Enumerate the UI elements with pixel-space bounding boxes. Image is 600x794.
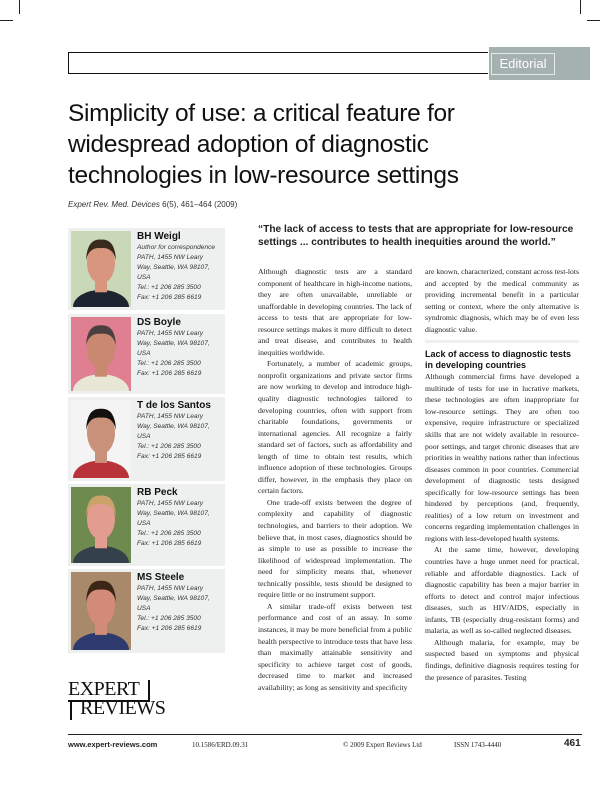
author-photo [71,317,131,391]
author-address: USA [137,605,151,612]
author-address: USA [137,433,151,440]
author-info [137,400,225,462]
paragraph: One trade-off exists between the degree of complexity and capability of diagnostic technologies, and barriers to their adoption. We believe that, in most cases, diagnostics should be as simple to use as possible to increase the likelihood of widespread implementation. The need for simplicity means that, whenever technically possible, tests should be designed to require little or no instrument support. [258,497,412,600]
crop-mark [587,20,600,21]
author-photo [71,572,131,650]
author-name: T de los Santos [137,400,211,411]
logo-line1: EXPERT [68,678,140,700]
body-column-1 [258,266,412,693]
paragraph: Fortunately, a number of academic groups, nonprofit organizations and private sector firms are now working to develop and introduce high-quality diagnostic technologies tailored to developing countries, often with support from charitable foundations, governments or international agencies. All recognize a fairly standard set of factors, such as affordability and length of time to obtain test results, which influence adoption of these technologies. Groups differ, however, in the emphasis they place on certain factors. [258,359,412,496]
author-tel: Tel.: +1 206 285 3500 [137,615,201,622]
author-tel: Tel.: +1 206 285 3500 [137,360,201,367]
author-info [137,317,225,379]
author-photo [71,400,131,478]
author-address: USA [137,520,151,527]
section-tag: Editorial [491,53,555,75]
footer-website[interactable]: www.expert-reviews.com [68,740,158,749]
citation [68,200,237,209]
author-address: Way, Seattle, WA 98107, [137,510,210,517]
footer-doi: 10.1586/ERD.09.31 [192,741,249,749]
citation-journal: Expert Rev. Med. Devices [68,200,160,209]
author-address: Way, Seattle, WA 98107, [137,340,210,347]
author-tel: Tel.: +1 206 285 3500 [137,443,201,450]
author-address: Way, Seattle, WA 98107, [137,264,210,271]
article-title: Simplicity of use: a critical feature for widespread adoption of diagnostic technologies in low-resource settings [68,100,459,189]
footer-copyright: © 2009 Expert Reviews Ltd [343,741,422,749]
author-name: DS Boyle [137,317,181,328]
author-address: PATH, 1455 NW Leary [137,413,204,420]
crop-mark [580,0,581,14]
author-address: PATH, 1455 NW Leary [137,585,204,592]
footer-rule [68,734,582,735]
body-column-2 [425,266,579,683]
author-address: PATH, 1455 NW Leary [137,500,204,507]
author-address: USA [137,350,151,357]
author-info [137,572,225,634]
author-card [68,228,225,310]
author-card [68,397,225,481]
author-card [68,314,225,394]
pull-quote: “The lack of access to tests that are appropriate for low-resource settings ... contributes to health inequities around the world.” [258,224,574,248]
author-tel: Tel.: +1 206 285 3500 [137,530,201,537]
author-photo [71,487,131,563]
author-fax: Fax: +1 206 285 6619 [137,625,202,632]
author-name: BH Weigl [137,231,181,242]
author-tel: Tel.: +1 206 285 3500 [137,284,201,291]
paragraph: are known, characterized, constant across test-lots and accepted by the medical community as providing incremental benefit in a particular setting or context, where the only alternative is syndromic diagnosis, which may be of even less diagnostic value. [425,267,579,334]
citation-details: 6(5), 461–464 (2009) [159,200,238,209]
crop-mark [19,0,20,14]
author-card [68,569,225,653]
author-info [137,231,225,303]
author-role: Author for correspondence [137,244,216,251]
author-address: USA [137,274,151,281]
author-fax: Fax: +1 206 285 6619 [137,540,202,547]
crop-mark [0,20,13,21]
author-name: RB Peck [137,487,178,498]
author-name: MS Steele [137,572,185,583]
paragraph: Although malaria, for example, may be suspected based on symptoms and physical findings, definitive diagnosis requires testing for the presence of parasites. Testing [425,637,579,682]
paragraph: At the same time, however, developing countries have a huge unmet need for practical, reliable and affordable diagnostics. Lack of diagnostic capability has been a major barrier in efforts to detect and control major infectious diseases, such as HIV/AIDS, especially in infants, TB (especially drug-resistant forms) and malaria, as well as so-called neglected diseases. [425,545,579,636]
header-rule-box [68,52,488,74]
author-address: Way, Seattle, WA 98107, [137,423,210,430]
paragraph: Although diagnostic tests are a standard component of healthcare in high-income nations, they are often unavailable, unreliable or unaffordable in developing countries. The lack of access to tests that are appropriate for low-resource settings makes it more difficult to detect and treat disease, and contributes to health inequities worldwide. [258,267,412,357]
section-heading: Lack of access to diagnostic tests in developing countries [425,340,579,371]
paragraph: A similar trade-off exists between test performance and cost of an assay. In some instances, it may be more beneficial from a public health perspective to introduce tests that have less than maximally attainable sensitivity and specificity to achieve target cost of goods, decreased time to market and increased availability; as long as sensitivity and specificity [258,601,412,692]
author-photo [71,231,131,307]
author-info [137,487,225,549]
author-address: PATH, 1455 NW Leary [137,254,204,261]
logo-bar [70,702,72,720]
author-card [68,484,225,566]
author-address: PATH, 1455 NW Leary [137,330,204,337]
footer-issn: ISSN 1743-4440 [454,741,502,749]
expert-reviews-logo [68,678,166,720]
author-fax: Fax: +1 206 285 6619 [137,370,202,377]
author-fax: Fax: +1 206 285 6619 [137,294,202,301]
paragraph: Although commercial firms have developed a multitude of tests for use in lucrative markets, these technologies are often inappropriate for low-resource settings. They are often too expensive, require infrastructure or specialized skills that are not widely available in resource-poor settings, and target chronic diseases that are priorities in wealthy nations rather than infectious diseases common in poor countries. Commercial development of diagnostic tests designed specifically for low-resource settings has been hindered by perceptions (and, frequently, realities) of a low return on investment and concerns regarding implementation challenges in regions with less-developed health systems. [425,372,579,543]
author-address: Way, Seattle, WA 98107, [137,595,210,602]
logo-line2: REVIEWS [80,697,166,719]
page-number: 461 [564,738,581,749]
author-fax: Fax: +1 206 285 6619 [137,453,202,460]
